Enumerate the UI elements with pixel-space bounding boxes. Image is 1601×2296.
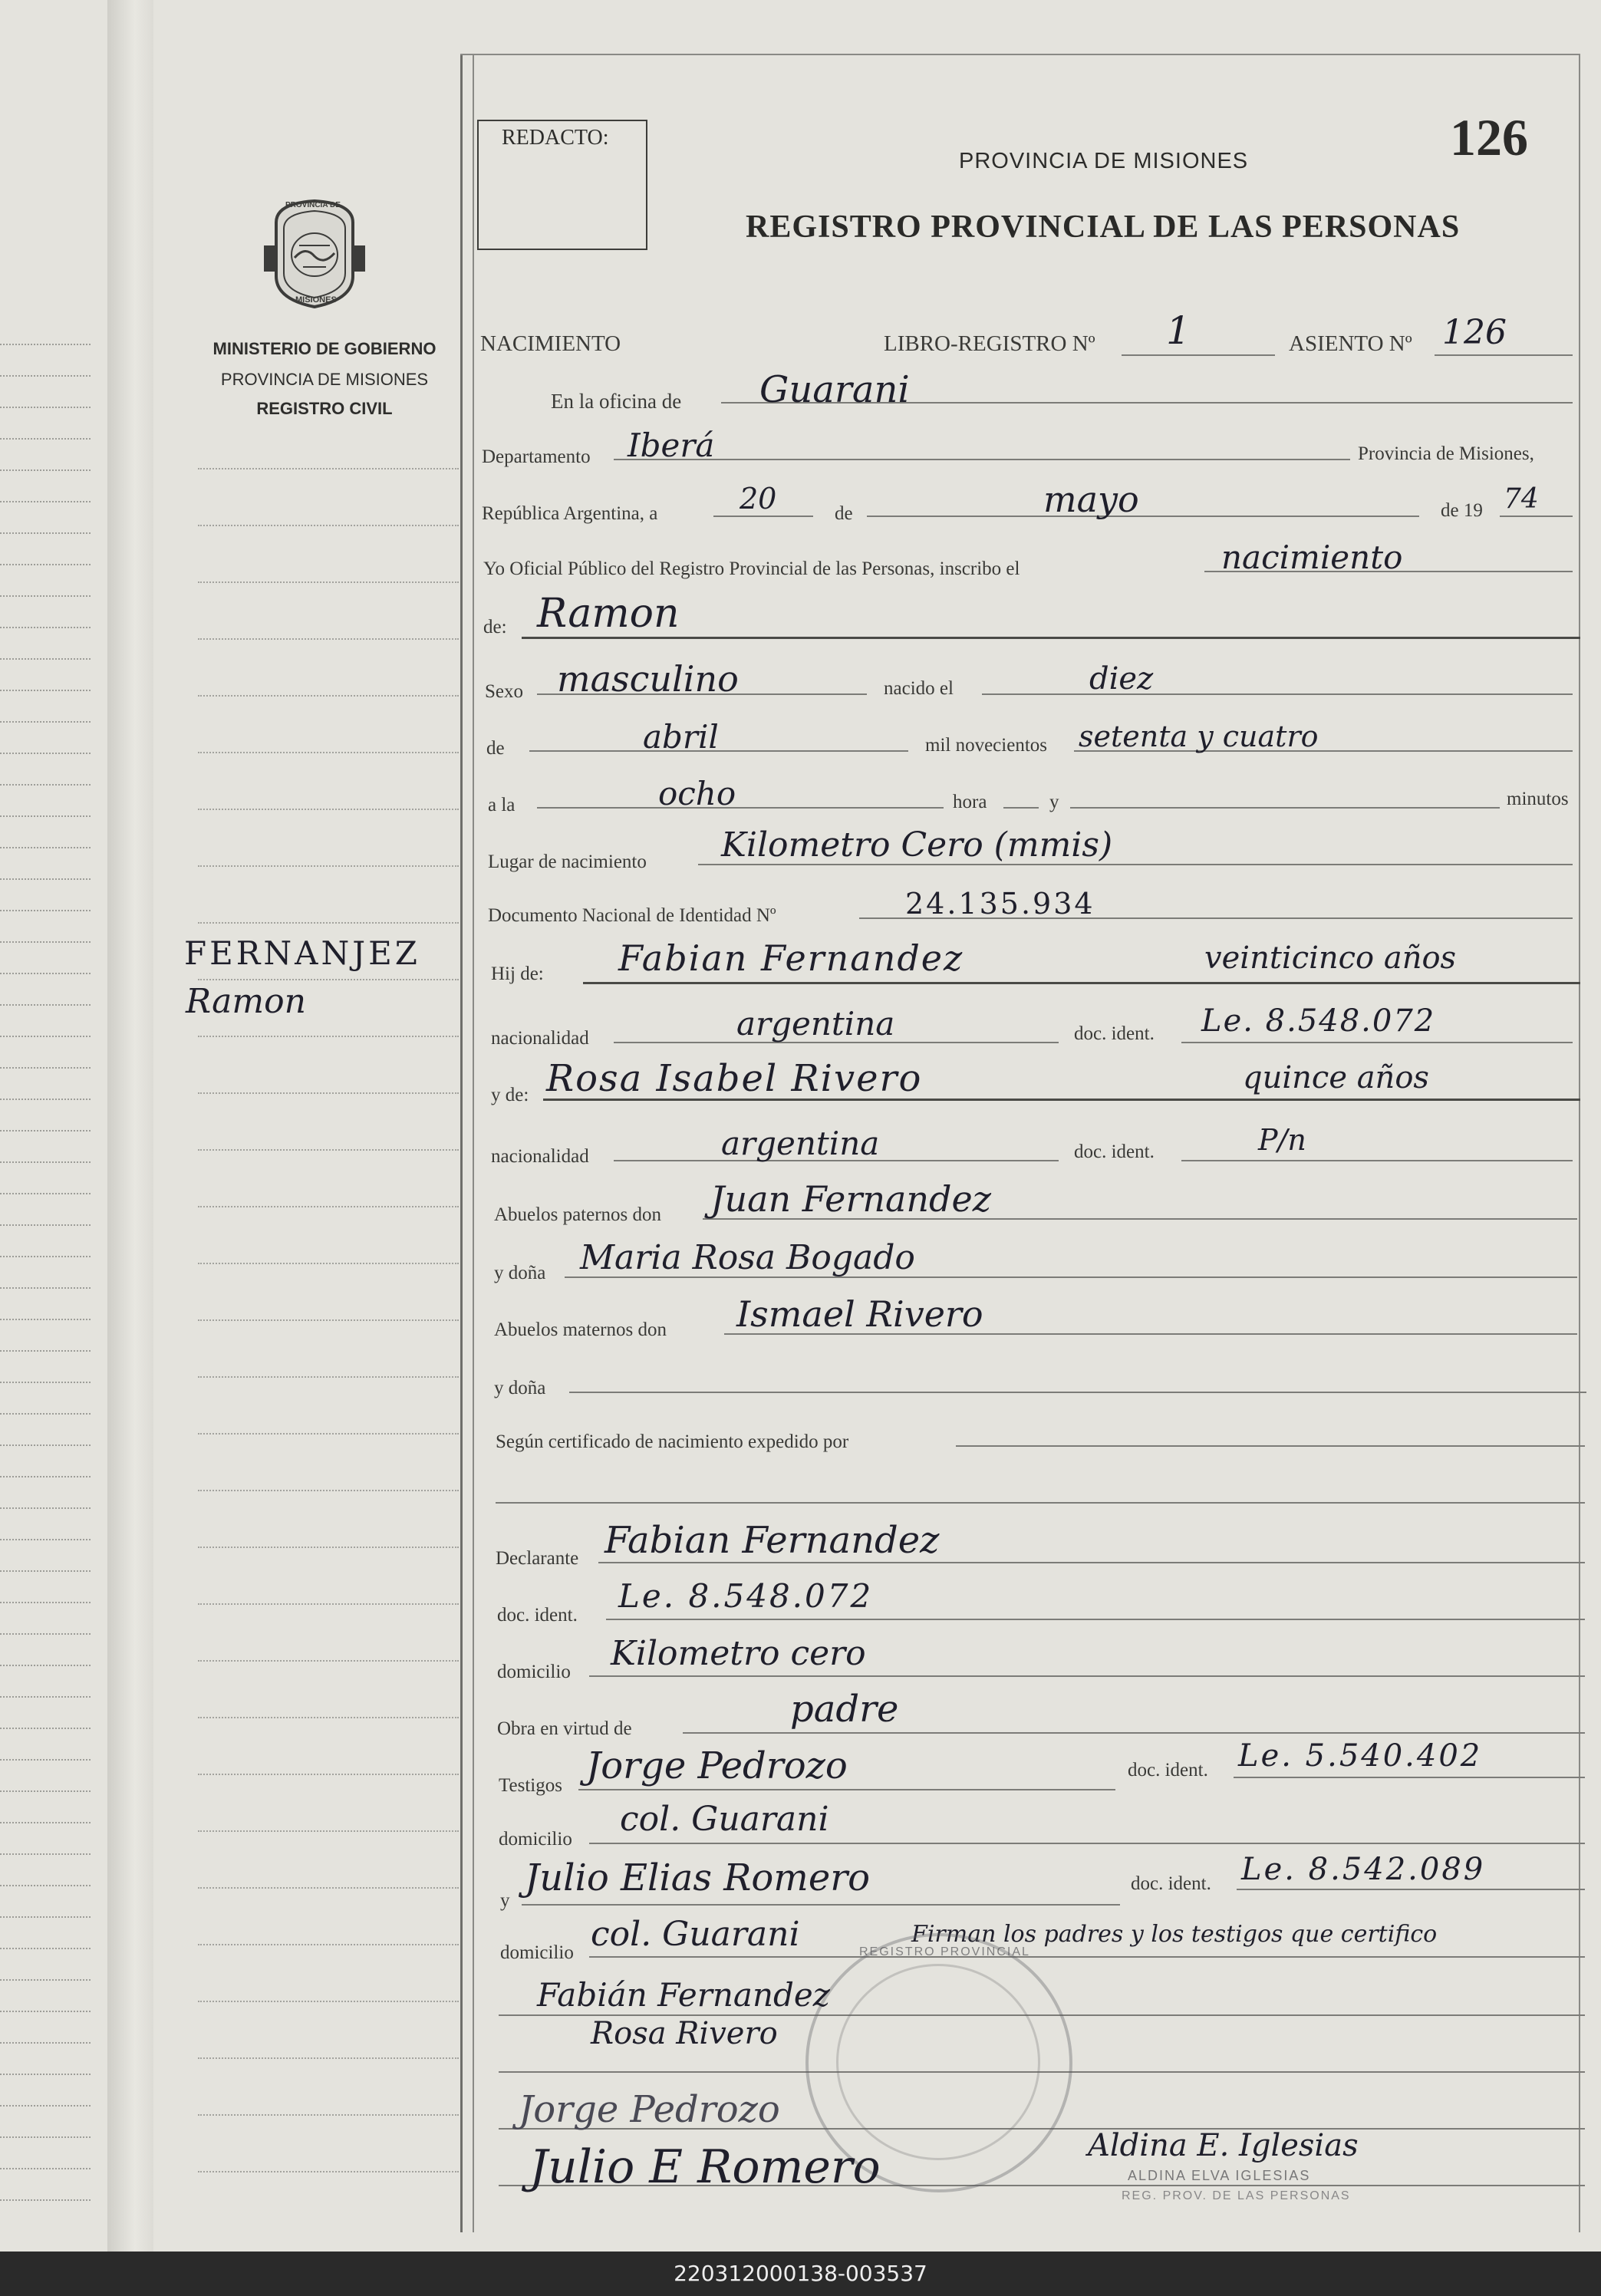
margin-line — [198, 979, 459, 980]
ledger-line — [0, 375, 91, 377]
domicilio-label: domicilio — [497, 1662, 571, 1682]
margin-line — [198, 1036, 459, 1037]
y-dona-label: y doña — [494, 1263, 546, 1283]
ledger-line — [0, 1602, 91, 1603]
padre-edad-value: veinticinco años — [1204, 940, 1457, 976]
y2-label: y — [500, 1890, 510, 1911]
ledger-line — [0, 2105, 91, 2107]
y-dona2-label: y doña — [494, 1378, 546, 1398]
ledger-line — [0, 1979, 91, 1981]
mes-value: mayo — [1043, 479, 1139, 520]
ledger-line — [0, 595, 91, 597]
ledger-line — [0, 690, 91, 691]
ledger-line — [0, 501, 91, 502]
frame-left-border — [460, 54, 463, 2232]
margin-line — [198, 1887, 459, 1889]
registry-title: REGISTRO PROVINCIAL DE LAS PERSONAS — [746, 209, 1461, 245]
ledger-line — [0, 564, 91, 565]
doc-ident5-label: doc. ident. — [1131, 1873, 1211, 1894]
signature-testigo1: Jorge Pedrozo — [519, 2088, 780, 2131]
ledger-line — [0, 1224, 91, 1226]
ledger-line — [0, 815, 91, 817]
ledger-line — [0, 1256, 91, 1257]
margin-line — [198, 1660, 459, 1662]
doc-ident2-label: doc. ident. — [1074, 1141, 1155, 1162]
signature-padre: Fabián Fernandez — [537, 1976, 830, 2014]
ledger-line — [0, 721, 91, 723]
margin-line — [198, 809, 459, 810]
ledger-line — [0, 1099, 91, 1100]
provincia-misiones-label: Provincia de Misiones, — [1358, 443, 1534, 464]
libro-registro-label: LIBRO-REGISTRO Nº — [884, 331, 1095, 356]
doc-ident4-label: doc. ident. — [1128, 1760, 1208, 1780]
margin-line — [198, 2001, 459, 2002]
ledger-line — [0, 1633, 91, 1635]
testigo1-domicilio-rule — [589, 1843, 1585, 1844]
footer-bar — [0, 2252, 1601, 2296]
segun-certificado-label: Según certificado de nacimiento expedido por — [496, 1431, 849, 1452]
ledger-line — [0, 2011, 91, 2012]
asiento-value: 126 — [1442, 313, 1507, 352]
dia-rule — [713, 516, 813, 517]
madre-doc-rule — [1181, 1160, 1573, 1161]
abuelos-paternos-label: Abuelos paternos don — [494, 1204, 662, 1225]
margin-line — [198, 2057, 459, 2059]
ledger-line — [0, 1004, 91, 1006]
ledger-line — [0, 469, 91, 471]
margin-name: Ramon — [186, 982, 306, 1021]
redacto-box — [477, 120, 647, 250]
obra-value: padre — [790, 1688, 899, 1731]
signature-madre: Rosa Rivero — [591, 2016, 778, 2051]
asiento-rule — [1435, 354, 1573, 356]
de-colon-label: de: — [483, 617, 507, 637]
obra-label: Obra en virtud de — [497, 1718, 632, 1739]
y-label: y — [1049, 792, 1059, 812]
ledger-line — [0, 753, 91, 754]
ledger-line — [0, 1728, 91, 1729]
nacido-anio-value: setenta y cuatro — [1079, 720, 1319, 753]
testigo1-rule — [578, 1789, 1115, 1790]
firman-note: Firman los padres y los testigos que certifico — [911, 1921, 1438, 1948]
lugar-value: Kilometro Cero (mmis) — [721, 825, 1113, 865]
obra-rule — [683, 1732, 1585, 1734]
ministry-line3: REGISTRO CIVIL — [256, 399, 393, 418]
ledger-line — [0, 1822, 91, 1823]
padre-rule — [583, 982, 1580, 984]
nacionalidad2-label: nacionalidad — [491, 1146, 589, 1167]
margin-surname: FERNANJEZ — [184, 934, 420, 972]
seal-top-text: PROVINCIA DE — [285, 201, 341, 209]
ministry-line1: MINISTERIO DE GOBIERNO — [212, 339, 436, 358]
signature-testigo2: Julio E Romero — [529, 2140, 881, 2194]
minutos-label: minutos — [1507, 789, 1569, 809]
ledger-line — [0, 941, 91, 943]
mes-rule — [867, 516, 1419, 517]
ledger-line — [0, 407, 91, 408]
dia-value: 20 — [740, 482, 777, 516]
sexo-label: Sexo — [485, 681, 523, 702]
margin-line — [198, 581, 459, 583]
ledger-line — [0, 532, 91, 534]
oficina-label: En la oficina de — [551, 390, 682, 413]
seal-bottom-text: MISIONES — [295, 295, 337, 305]
margin-line — [198, 1830, 459, 1832]
ledger-line — [0, 1444, 91, 1446]
ledger-line — [0, 2042, 91, 2044]
margin-line — [198, 1319, 459, 1321]
page-number: 126 — [1450, 108, 1528, 166]
ledger-line — [0, 1570, 91, 1572]
declarante-doc-rule — [606, 1619, 1585, 1620]
abuelo-materno-value: Ismael Rivero — [736, 1293, 983, 1335]
oficina-value: Guarani — [759, 368, 910, 411]
anio-rule — [1500, 516, 1573, 517]
nacido-dia-value: diez — [1089, 661, 1154, 697]
declarante-doc-value: Le. 8.548.072 — [618, 1577, 874, 1615]
libro-rule — [1122, 354, 1275, 356]
testigos-label: Testigos — [499, 1775, 562, 1796]
ledger-line — [0, 1067, 91, 1069]
book-spine — [107, 0, 153, 2252]
asiento-label: ASIENTO Nº — [1289, 331, 1412, 356]
departamento-rule — [614, 459, 1350, 460]
document-id: 220312000138-003537 — [674, 2261, 927, 2286]
madre-edad-value: quince años — [1243, 1060, 1429, 1095]
testigo1-doc-rule — [1234, 1777, 1585, 1778]
lugar-label: Lugar de nacimiento — [488, 852, 647, 872]
de-label: de — [835, 503, 853, 524]
inscripcion-value: nacimiento — [1221, 539, 1403, 576]
ledger-line — [0, 1161, 91, 1163]
ledger-line — [0, 878, 91, 880]
ledger-line — [0, 438, 91, 440]
ledger-line — [0, 1916, 91, 1918]
ledger-line — [0, 1507, 91, 1509]
margin-line — [198, 525, 459, 526]
margin-line — [198, 1547, 459, 1548]
padre-value: Fabian Fernandez — [618, 937, 964, 979]
ledger-line — [0, 1696, 91, 1698]
abuelo-paterno-value: Juan Fernandez — [710, 1178, 991, 1220]
yo-oficial-label: Yo Oficial Público del Registro Provincial de las Personas, inscribo el — [483, 558, 1020, 579]
margin-line — [198, 468, 459, 469]
dni-label: Documento Nacional de Identidad Nº — [488, 905, 776, 926]
nacido-el-label: nacido el — [884, 678, 954, 699]
nacionalidad-label: nacionalidad — [491, 1028, 589, 1049]
testigo2-domicilio-value: col. Guarani — [591, 1915, 800, 1954]
margin-line — [198, 1603, 459, 1605]
anio-value: 74 — [1504, 483, 1539, 515]
ledger-line — [0, 1948, 91, 1949]
frame-right-border — [1579, 54, 1580, 2232]
testigo2-doc-rule — [1237, 1889, 1585, 1890]
signature-oficial: Aldina E. Iglesias — [1088, 2128, 1359, 2163]
abuelos-maternos-label: Abuelos maternos don — [494, 1319, 667, 1340]
ledger-line — [0, 1036, 91, 1037]
hijo-de-label: Hij de: — [491, 964, 544, 984]
province-heading: PROVINCIA DE MISIONES — [959, 149, 1249, 173]
domicilio2-label: domicilio — [499, 1829, 572, 1850]
margin-line — [198, 2114, 459, 2116]
margin-line — [198, 1149, 459, 1151]
margin-line — [198, 1774, 459, 1775]
declarante-rule — [598, 1562, 1585, 1563]
de-anio-label: de 19 — [1441, 500, 1483, 521]
domicilio-rule — [589, 1675, 1585, 1677]
ledger-line — [0, 1853, 91, 1855]
ledger-line — [0, 2199, 91, 2201]
padre-doc-rule — [1181, 1042, 1573, 1043]
minutos-rule — [1070, 807, 1500, 809]
frame-top-border — [460, 54, 1580, 55]
margin-line — [198, 2171, 459, 2172]
oficial-stamp-name: ALDINA ELVA IGLESIAS — [1128, 2168, 1311, 2183]
ledger-line — [0, 1319, 91, 1320]
departamento-value: Iberá — [628, 427, 715, 464]
margin-line — [198, 752, 459, 753]
margin-line — [198, 1092, 459, 1094]
ledger-line — [0, 1130, 91, 1132]
padre-doc-value: Le. 8.548.072 — [1201, 1003, 1436, 1039]
abuela-paterna-value: Maria Rosa Bogado — [580, 1238, 915, 1277]
margin-line — [198, 1263, 459, 1264]
domicilio3-label: domicilio — [500, 1942, 574, 1963]
ledger-line — [0, 2136, 91, 2138]
republica-label: República Argentina, a — [482, 503, 658, 524]
hora-rule — [537, 807, 944, 809]
sexo-value: masculino — [557, 658, 739, 700]
ledger-line — [0, 1287, 91, 1289]
declarante-domicilio-value: Kilometro cero — [611, 1634, 866, 1673]
testigo1-domicilio-value: col. Guarani — [620, 1800, 829, 1839]
declarante-value: Fabian Fernandez — [604, 1519, 940, 1562]
ledger-line — [0, 627, 91, 628]
frame-left-inner-border — [473, 54, 474, 2232]
nombre-rule — [522, 637, 1580, 639]
declarante-label: Declarante — [496, 1548, 579, 1569]
ledger-line — [0, 1665, 91, 1666]
stamp-text: REGISTRO PROVINCIAL — [859, 1945, 1030, 1958]
madre-doc-value: P/n — [1258, 1123, 1306, 1157]
libro-value: 1 — [1166, 308, 1191, 353]
margin-line — [198, 1717, 459, 1718]
ledger-line — [0, 344, 91, 345]
ledger-line — [0, 1539, 91, 1540]
nombre-value: Ramon — [537, 591, 680, 637]
ministry-line2: PROVINCIA DE MISIONES — [220, 370, 429, 389]
dni-value: 24.135.934 — [905, 887, 1095, 921]
ledger-line — [0, 973, 91, 974]
margin-line — [198, 1206, 459, 1207]
ledger-line — [0, 1350, 91, 1352]
oficial-stamp-title: REG. PROV. DE LAS PERSONAS — [1122, 2189, 1351, 2202]
testigo2-value: Julio Elias Romero — [525, 1856, 871, 1899]
hora-label: hora — [953, 792, 987, 812]
margin-line — [198, 638, 459, 640]
abuela-materna-rule — [569, 1392, 1586, 1393]
margin-line — [198, 1490, 459, 1491]
madre-nacionalidad-value: argentina — [721, 1125, 880, 1162]
mil-novecientos-label: mil novecientos — [925, 735, 1047, 756]
ledger-line — [0, 2168, 91, 2169]
redacto-label: REDACTO: — [502, 126, 609, 150]
ledger-line — [0, 1790, 91, 1792]
ledger-line — [0, 1413, 91, 1415]
margin-line — [198, 865, 459, 867]
ledger-line — [0, 2074, 91, 2075]
doc-ident-label: doc. ident. — [1074, 1023, 1155, 1044]
ledger-line — [0, 784, 91, 786]
a-la-label: a la — [488, 795, 516, 815]
margin-line — [198, 1376, 459, 1378]
nacimiento-label: NACIMIENTO — [480, 331, 621, 356]
ledger-line — [0, 1476, 91, 1477]
testigo2-domicilio-rule — [589, 1956, 1585, 1958]
de2-label: de — [486, 738, 505, 759]
testigo1-value: Jorge Pedrozo — [586, 1744, 848, 1787]
nacido-mes-rule — [529, 750, 908, 752]
ledger-line — [0, 1885, 91, 1886]
certificado-rule — [956, 1445, 1585, 1447]
certificado-rule2 — [496, 1502, 1585, 1504]
margin-line — [198, 695, 459, 697]
ledger-line — [0, 1193, 91, 1194]
margin-line — [198, 922, 459, 924]
hora-gap-rule — [1003, 807, 1039, 809]
ledger-line — [0, 1382, 91, 1383]
testigo2-rule — [522, 1904, 1120, 1906]
ledger-line — [0, 1759, 91, 1761]
y-de-label: y de: — [491, 1085, 529, 1105]
official-stamp-inner — [836, 1964, 1040, 2160]
ledger-line — [0, 658, 91, 660]
ledger-line — [0, 847, 91, 848]
testigo1-doc-value: Le. 5.540.402 — [1238, 1738, 1483, 1774]
margin-line — [198, 1433, 459, 1435]
nacido-rule — [982, 693, 1573, 695]
doc-ident3-label: doc. ident. — [497, 1605, 578, 1626]
padre-nacionalidad-value: argentina — [736, 1005, 895, 1043]
ledger-line — [0, 910, 91, 911]
testigo2-doc-value: Le. 8.542.089 — [1241, 1852, 1486, 1887]
nacido-mes-value: abril — [643, 718, 719, 756]
departamento-label: Departamento — [482, 446, 591, 467]
margin-line — [198, 1944, 459, 1945]
madre-value: Rosa Isabel Rivero — [546, 1057, 923, 1100]
hora-value: ocho — [658, 775, 736, 812]
